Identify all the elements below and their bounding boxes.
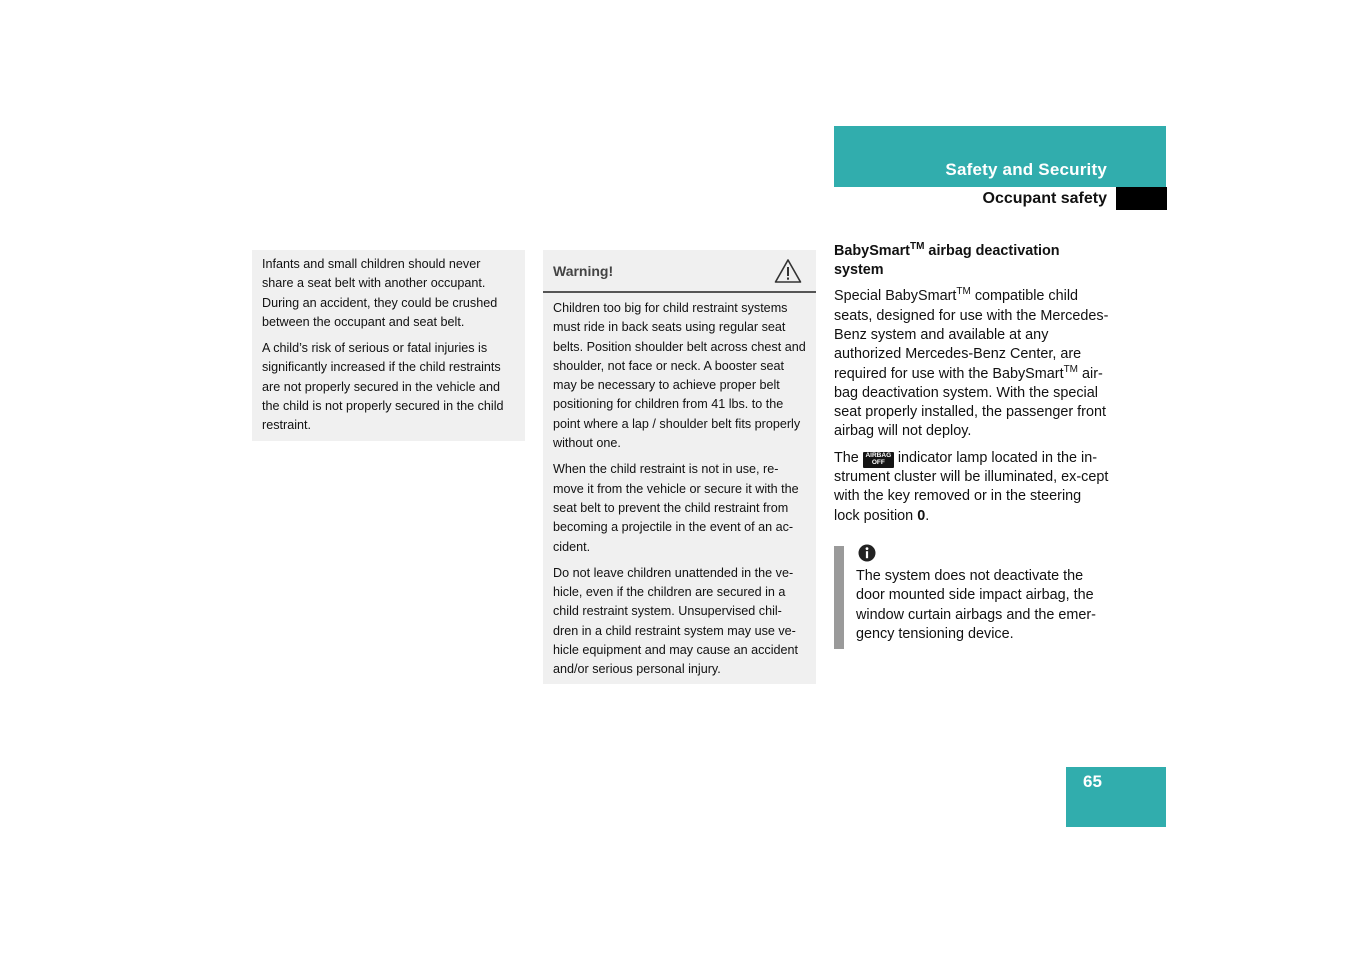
warning-header bbox=[543, 250, 816, 293]
warning-paragraph: Children too big for child restraint systems must ride in back seats using regular seat belts. Position shoulder belt across chest and shoulder, not face or neck. A booster seat may be necessary to achieve proper belt positioning for children from 41 lbs. to the point where a lap / shoulder belt fits properly without one. bbox=[553, 301, 806, 451]
info-icon bbox=[858, 544, 876, 562]
page-number: 65 bbox=[1083, 772, 1102, 791]
note-bar bbox=[834, 546, 844, 649]
section-header-band bbox=[834, 126, 1166, 187]
subsection-title: Occupant safety bbox=[982, 190, 1107, 207]
warning-box bbox=[543, 250, 816, 684]
indicator-lamp-description: The AIRBAG OFF indicator lamp located in the in-strument cluster will be illuminated, ex-cept with the key removed or in the steering lock position 0. bbox=[834, 449, 1109, 524]
babysmart-heading: BabySmart™ airbag deactivation system bbox=[834, 241, 1060, 279]
info-paragraph: A child’s risk of serious or fatal injuries is significantly increased if the child restraints are not properly secured in the vehicle and the child is not properly secured in the child restraint. bbox=[262, 341, 504, 433]
warning-paragraph: Do not leave children unattended in the ve-hicle, even if the children are secured in a child restraint system. Unsupervised chil-dren in a child restraint system may use ve-hicle equipment and may cause an accident and/or serious personal injury. bbox=[553, 565, 799, 677]
section-title: Safety and Security bbox=[945, 160, 1107, 179]
warning-paragraph: When the child restraint is not in use, re-move it from the vehicle or secure it with the seat belt to prevent the child restraint from becoming a projectile in the event of an ac-cident. bbox=[553, 462, 799, 554]
section-marker-tab bbox=[1116, 187, 1167, 210]
warning-body bbox=[543, 293, 816, 680]
info-paragraph: Infants and small children should never share a seat belt with another occupant. During an accident, they could be crushed between the occupant and seat belt. bbox=[262, 257, 498, 329]
babysmart-section bbox=[834, 242, 1110, 533]
child-safety-info-box bbox=[252, 250, 525, 441]
babysmart-description: Special BabySmart™ compatible child seats, designed for use with the Mercedes-Benz system and available at any authorized Mercedes-Benz Center, are required for use with the BabySmart™ air-bag deactivation system. With the special seat properly installed, the passenger front airbag will not deploy. bbox=[834, 286, 1109, 440]
page-number-tab bbox=[1066, 767, 1166, 827]
airbag-off-indicator-icon: AIRBAG OFF bbox=[863, 452, 894, 468]
warning-label: Warning! bbox=[553, 263, 614, 279]
warning-triangle-icon bbox=[774, 258, 802, 284]
info-note bbox=[834, 546, 1110, 649]
note-text: The system does not deactivate the door mounted side impact airbag, the window curtain airbags and the emer-gency tensioning device. bbox=[856, 568, 1096, 642]
